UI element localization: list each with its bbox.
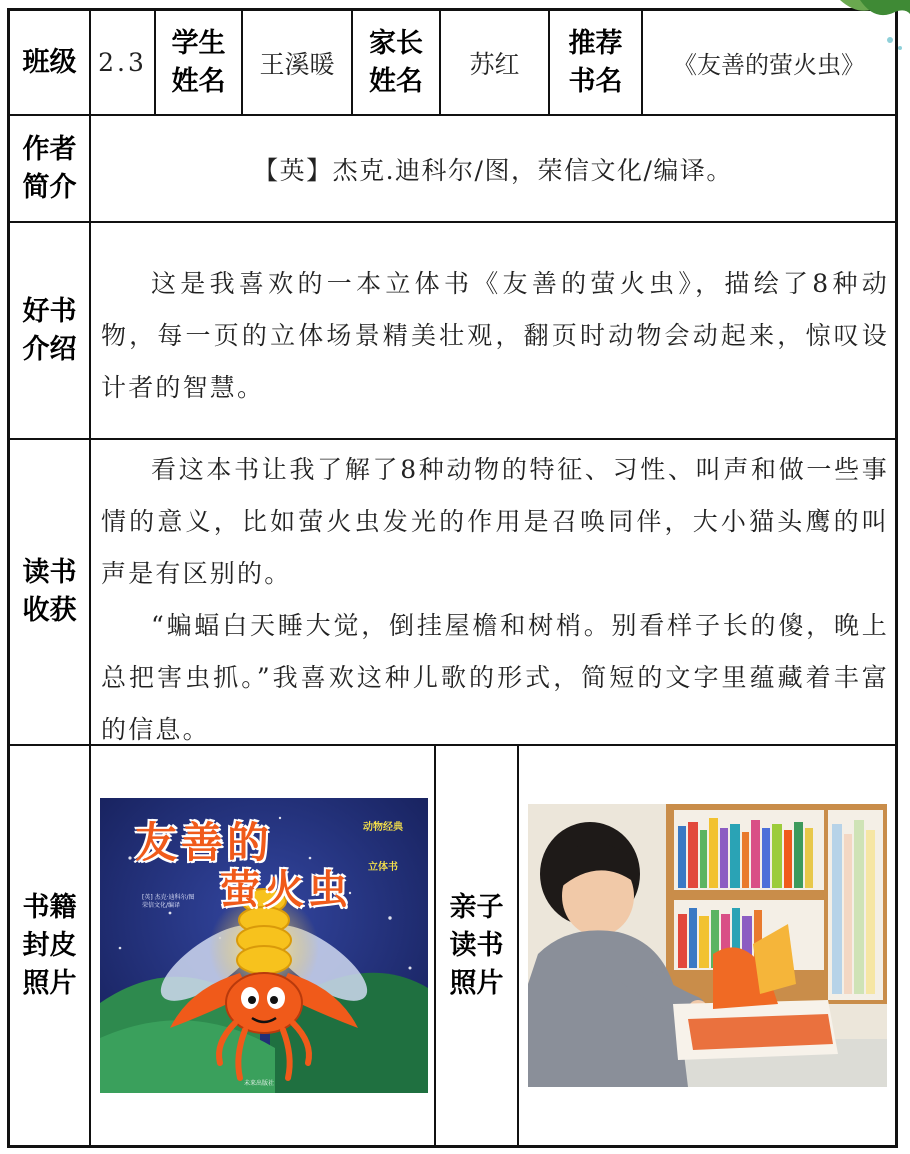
column-divider	[517, 745, 519, 1148]
harvest-paragraph-2: “蝙蝠白天睡大觉，倒挂屋檐和树梢。别看样子长的傻，晚上总把害虫抓。”我喜欢这种儿歌的形式，简短的文字里蕴藏着丰富的信息。	[101, 611, 889, 744]
book-title-label: 推荐 书名	[568, 27, 623, 97]
cover-credit: [英] 杰克·迪科尔/图 荣信文化/编译	[142, 894, 195, 909]
book-intro-paragraph: 这是我喜欢的一本立体书《友善的萤火虫》，描绘了8种动物，每一页的立体场景精美壮观，翻页时动物会动起来，惊叹设计者的智慧。	[101, 269, 889, 402]
cover-title-line1: 友善的	[135, 818, 274, 867]
reading-harvest-text	[101, 444, 889, 756]
cover-series-badge: 动物经典 立体书	[363, 822, 403, 873]
author-label: 作者 简介	[22, 133, 77, 203]
student-name-label: 学生 姓名	[171, 27, 226, 97]
parent-name-value: 苏红	[469, 49, 520, 79]
family-reading-photo-label: 亲子 读书 照片	[449, 891, 504, 999]
parent-name-label: 家长 姓名	[369, 27, 423, 97]
harvest-paragraph-1: 看这本书让我了解了8种动物的特征、习性、叫声和做一些事情的意义，比如萤火虫发光的作用是召唤同伴，大小猫头鹰的叫声是有区别的。	[101, 455, 889, 588]
row-divider	[7, 438, 898, 440]
book-intro-text	[101, 258, 889, 414]
class-label: 班级	[22, 46, 77, 78]
book-title-value: 《友善的萤火虫》	[673, 51, 865, 79]
reading-harvest-label: 读书 收获	[22, 557, 77, 626]
student-name-value: 王溪暖	[259, 49, 335, 79]
cover-publisher: 未来出版社	[244, 1080, 275, 1087]
row-divider	[7, 221, 898, 223]
book-cover-image	[100, 798, 428, 1093]
leaf-decoration-icon	[820, 0, 910, 60]
class-value: 2.3	[98, 48, 147, 77]
cover-title-line2: 萤火虫	[220, 867, 352, 913]
family-reading-image	[528, 804, 887, 1087]
book-intro-label: 好书 介绍	[22, 295, 77, 365]
author-text: 【英】杰克.迪科尔/图，荣信文化/编译。	[253, 155, 733, 185]
book-cover-photo-label: 书籍 封皮 照片	[22, 891, 77, 999]
